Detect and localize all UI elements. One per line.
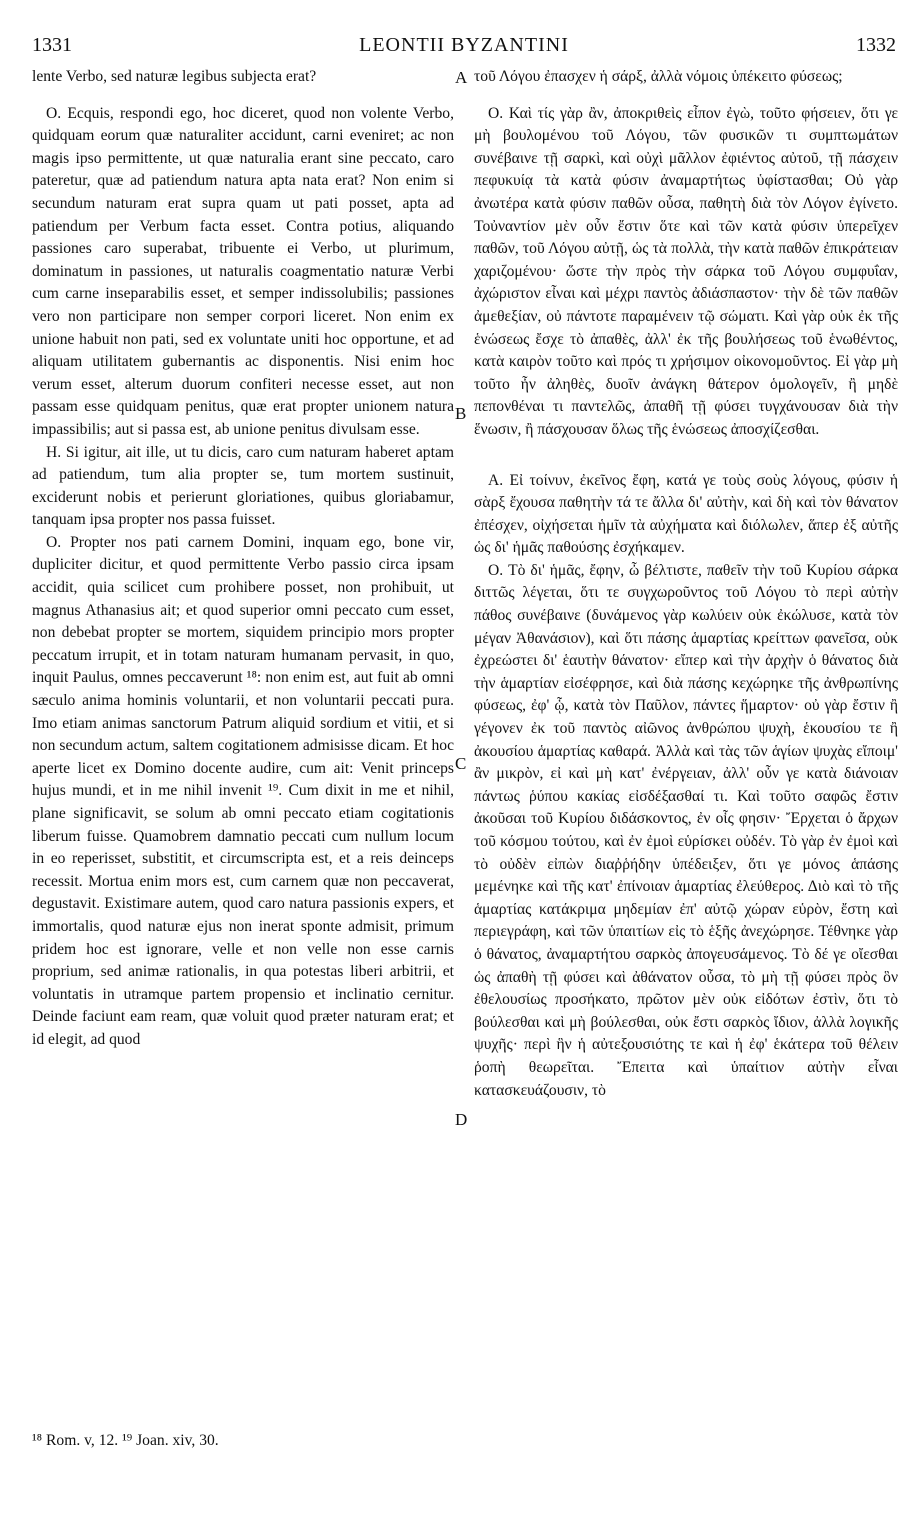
page-number-right: 1332 [856, 34, 896, 56]
section-marker-b: B [455, 404, 467, 423]
page-number-left: 1331 [32, 34, 72, 56]
latin-column [32, 66, 454, 1052]
greek-paragraph: τοῦ Λόγου ἐπασχεν ἡ σάρξ, ἀλλὰ νόμοις ὑπέκειτο φύσεως; [474, 68, 843, 85]
latin-paragraph: H. Si igitur, ait ille, ut tu dicis, caro cum naturam haberet aptam ad patiendum, tum alia propter se, tum mortem sustinuit, exciderunt nobis et perierunt gloriationes, quibus gloriabamur, tanquam ipsa propter nos passa fuisset. [32, 443, 454, 529]
footnotes: ¹⁸ Rom. v, 12. ¹⁹ Joan. xiv, 30. [32, 1432, 219, 1449]
running-title: LEONTII BYZANTINI [359, 34, 569, 56]
greek-paragraph: A. Εἰ τοίνυν, ἐκεῖνος ἔφη, κατά γε τοὺς σοὺς λόγους, φύσιν ἡ σὰρξ ἔχουσα παθητὴν τά τε ἄλλα δι' αὐτὴν, καὶ δὴ καὶ τὸν θάνατον ἐπέσχεν, οἰχήσεται ἡμῖν τὰ αὐχήματα καὶ διόλωλεν, ἅπερ ἐξ αὐτῆς ὡς δι' ἡμᾶς παθούσης ἐσχήκαμεν. [474, 471, 898, 557]
section-marker-a: A [455, 68, 468, 87]
greek-column [474, 66, 898, 1102]
greek-paragraph: O. Καὶ τίς γὰρ ἂν, ἀποκριθεὶς εἶπον ἐγὼ, τοῦτο φήσειεν, ὅτι γε μὴ βουλομένου τοῦ Λόγου, τῶν φυσικῶν τι συμπτωμάτων συνέβαινε τῇ σαρκὶ, καὶ οὐχὶ μᾶλλον ἐφιέντος αὐτοῦ, τῇ πάσχειν πεφυκυίᾳ τὰ κατὰ φύσιν ἀναμαρτήτως ὑφίστασθαι; Οὐ γὰρ ἀνωτέρα κατὰ φύσιν παθῶν οὖσα, παθητὴ διὰ τὸν Λόγον ἐγίνετο. Τοὐναντίον μὲν οὖν ἔστιν ὅτε καὶ τῶν κατὰ φύσιν ὑπερεῖχεν παθῶν, τοῦ Λόγου αὐτῇ, ὡς τὰ πολλὰ, τὴν κατὰ παθῶν ἐπικράτειαν χαριζομένου· ὥστε τὴν πρὸς τὴν σάρκα τοῦ Λόγου συμφυΐαν, ἀχώριστον εἶναι καὶ μέχρι παντὸς ἀδιάσπαστον· τὴν δὲ τῶν παθῶν ἀμεθεξίαν, οὐ πάντοτε παραμένειν τῷ σώματι. Καὶ γὰρ οὐκ ἐκ τῆς ἑνώσεως ἔσχε τὸ ἀπαθὲς, ἀλλ' ἐκ τῆς βουλήσεως τοῦ ἑνωθέντος, κατὰ καιρὸν τοῦτο καὶ πρός τι χρήσιμον οἰκονομοῦντος. Εἰ γὰρ μὴ τοῦτο ἦν ἀληθὲς, δυοῖν ἀνάγκη θάτερον ὁμολογεῖν, ἢ μηδὲ πεπονθέναι τι παντελῶς, ἀπαθῆ τῇ φύσει τυγχάνουσαν διὰ τὴν ἕνωσιν, ἢ πάσχουσαν ὅλως τῆς ἑνώσεως ἀποσχίζεσθαι. [474, 104, 898, 438]
page-header [32, 34, 896, 58]
latin-paragraph: lente Verbo, sed naturæ legibus subjecta erat? [32, 68, 317, 85]
section-marker-d: D [455, 1110, 468, 1129]
latin-paragraph: O. Propter nos pati carnem Domini, inquam ego, bone vir, dupliciter dicitur, et quod permittente Verbo passio circa ipsam accidit, quia scilicet cum prohibere posset, non prohibuit, ut magnus Athanasius ait; et quod superior omni peccato cum esset, non debebat propter se mortem, siquidem principio mors propter peccatum irrupit, et in totam naturam humanam pervasit, in quo, inquit Paulus, omnes peccaverunt ¹⁸: non enim est, aut fuit ab omni sæculo anima hominis voluntarii, et non voluntarii peccati pura. Imo etiam animas sanctorum Patrum aliquid sordium et vitii, et si non secundum actum, saltem cogitationem admisisse dicam. Et hoc aperte licet ex Domino docente audire, cum ait: Venit princeps hujus mundi, et in me nihil invenit ¹⁹. Cum dixit in me et nihil, plane significavit, se solum ab omni peccato etiam cogitationis liberum fuisse. Quamobrem damnatio peccati cum nullum locum in eo reperisset, substitit, et circumscripta est, et a reis deinceps recessit. Mortua enim mors est, cum carnem quæ non peccaverat, degustavit. Existimare autem, quod caro natura passionis expers, et immortalis, quod naturæ ejus non inerat sponte admisit, primum pridem hoc est ignorare, velle et non velle non esse carnis proprium, sed animæ rationalis, in qua potestas liberi arbitrii, et voluntatis in utramque partem propensio et inclinatio cernitur. Deinde faciunt eam ream, quæ voluit quod præter naturam erat; et id elegit, ad quod [32, 533, 454, 1048]
greek-paragraph: O. Τὸ δι' ἡμᾶς, ἔφην, ὦ βέλτιστε, παθεῖν τὴν τοῦ Κυρίου σάρκα διττῶς λέγεται, ὅτι τε συγχωροῦντος τοῦ Λόγου τὸ περὶ αὐτὴν πάθος συνέβαινε (δυνάμενος γὰρ κωλύειν οὐκ ἐκώλυσε, κατὰ τὸν μέγαν Ἀθανάσιον), καὶ ὅτι πάσης ἁμαρτίας κρείττων φανεῖσα, οὐκ ἐχρεώστει δι' ἑαυτὴν θάνατον· εἴπερ καὶ τὴν ἀρχὴν ὁ θάνατος διὰ τὴν ἁμαρτίαν εἰσέφρησε, καὶ διὰ πάσης κεχώρηκε τῆς ἀνθρωπίνης φύσεως, ἐφ' ᾧ, κατὰ τὸν Παῦλον, πάντες ἥμαρτον· οὐ γὰρ ἔστιν ἢ γέγονεν ἐκ τοῦ παντὸς αἰῶνος ἀνθρώπου ψυχὴ, ἑκουσίου τε ἢ ἀκουσίου ἁμαρτίας καθαρά. Ἀλλὰ καὶ τὰς τῶν ἁγίων ψυχὰς εἴποιμ' ἂν μικρὸν, εἰ καὶ μὴ κατ' ἐνέργειαν, ἀλλ' οὖν γε κατὰ διάνοιαν πάντως ῥύπου κακίας εἰσδέξασθαί τι. Καὶ τοῦτο σαφῶς ἔστιν ἀκοῦσαι τοῦ Κυρίου διδάσκοντος, ἐν οἷς φησιν· Ἔρχεται ὁ ἄρχων τοῦ κόσμου τούτου, καὶ ἐν ἐμοὶ εὑρίσκει οὐδέν. Τὸ γὰρ ἐν ἐμοὶ καὶ τὸ οὐδὲν εἰπὼν διαῤῥήδην ὑπέδειξεν, ὅτι γε μόνος ἁπάσης μεμένηκε καὶ τῆς κατ' ἐπίνοιαν ἁμαρτίας ἐλεύθερος. Διὸ καὶ τὸ τῆς ἁμαρτίας κατάκριμα μηδεμίαν ἐπ' αὐτῷ χώραν εὑρὸν, ἔστη καὶ περιεγράφη, καὶ τῶν ὑπαιτίων εἰς τὸ ἑξῆς ἀνεχώρησε. Τέθνηκε γὰρ ὁ θάνατος, ἀναμαρτήτου σαρκὸς ἀπογευσάμενος. Τὸ δέ γε οἴεσθαι ὡς ἀπαθὴ τῇ φύσει καὶ ἀθάνατον οὖσα, τὸ μὴ τῇ φύσει πρὸς ὃν ἐθελουσίως προσήκατο, πρῶτον μὲν οὐκ εἰδότων ἐστὶν, ὅτι τὸ βούλεσθαι καὶ μὴ βούλεσθαι, οὐκ ἔστι σαρκὸς ἴδιον, ἀλλὰ λογικῆς ψυχῆς· περὶ ἣν ἡ αὐτεξουσιότης τε καὶ ἡ ἐφ' ἑκάτερα τοῦ θέλειν ῥοπὴ θεωρεῖται. Ἔπειτα καὶ ὑπαίτιον αὐτὴν εἶναι κατασκευάζουσιν, τὸ [474, 561, 898, 1099]
latin-paragraph: O. Ecquis, respondi ego, hoc diceret, quod non volente Verbo, quidquam eorum quæ naturaliter accidunt, carni eveniret; ac non magis ipso permittente, ut quæ naturalia erant sine peccato, caro pateretur, quæ ad patiendum natura apta nata erat? Non enim si secundum naturam erat supra quam ut pati posset, apta ad patiendum per Verbum facta esset. Contra potius, aliquando passiones caro superabat, tribuente ei Verbo, ut plurimum, dominatum in passiones, ut naturalis coagmentatio naturæ Verbi cum carne inseparabilis esset, et semper indissolubilis; passiones vero non participare non semper corpori liceret. Non enim ex unione habuit non pati, sed ex voluntate uniti hoc opportune, et ad aliquam utilitatem gubernantis ac disponentis. Nisi enim hoc verum esset, alterum duorum confiteri necesse esset, aut non passam esse quidquam penitus, quæ erat propter unionem natura impassibilis; aut si passa est, ab unione penitus divulsam esse. [32, 104, 454, 438]
section-marker-c: C [455, 754, 467, 773]
